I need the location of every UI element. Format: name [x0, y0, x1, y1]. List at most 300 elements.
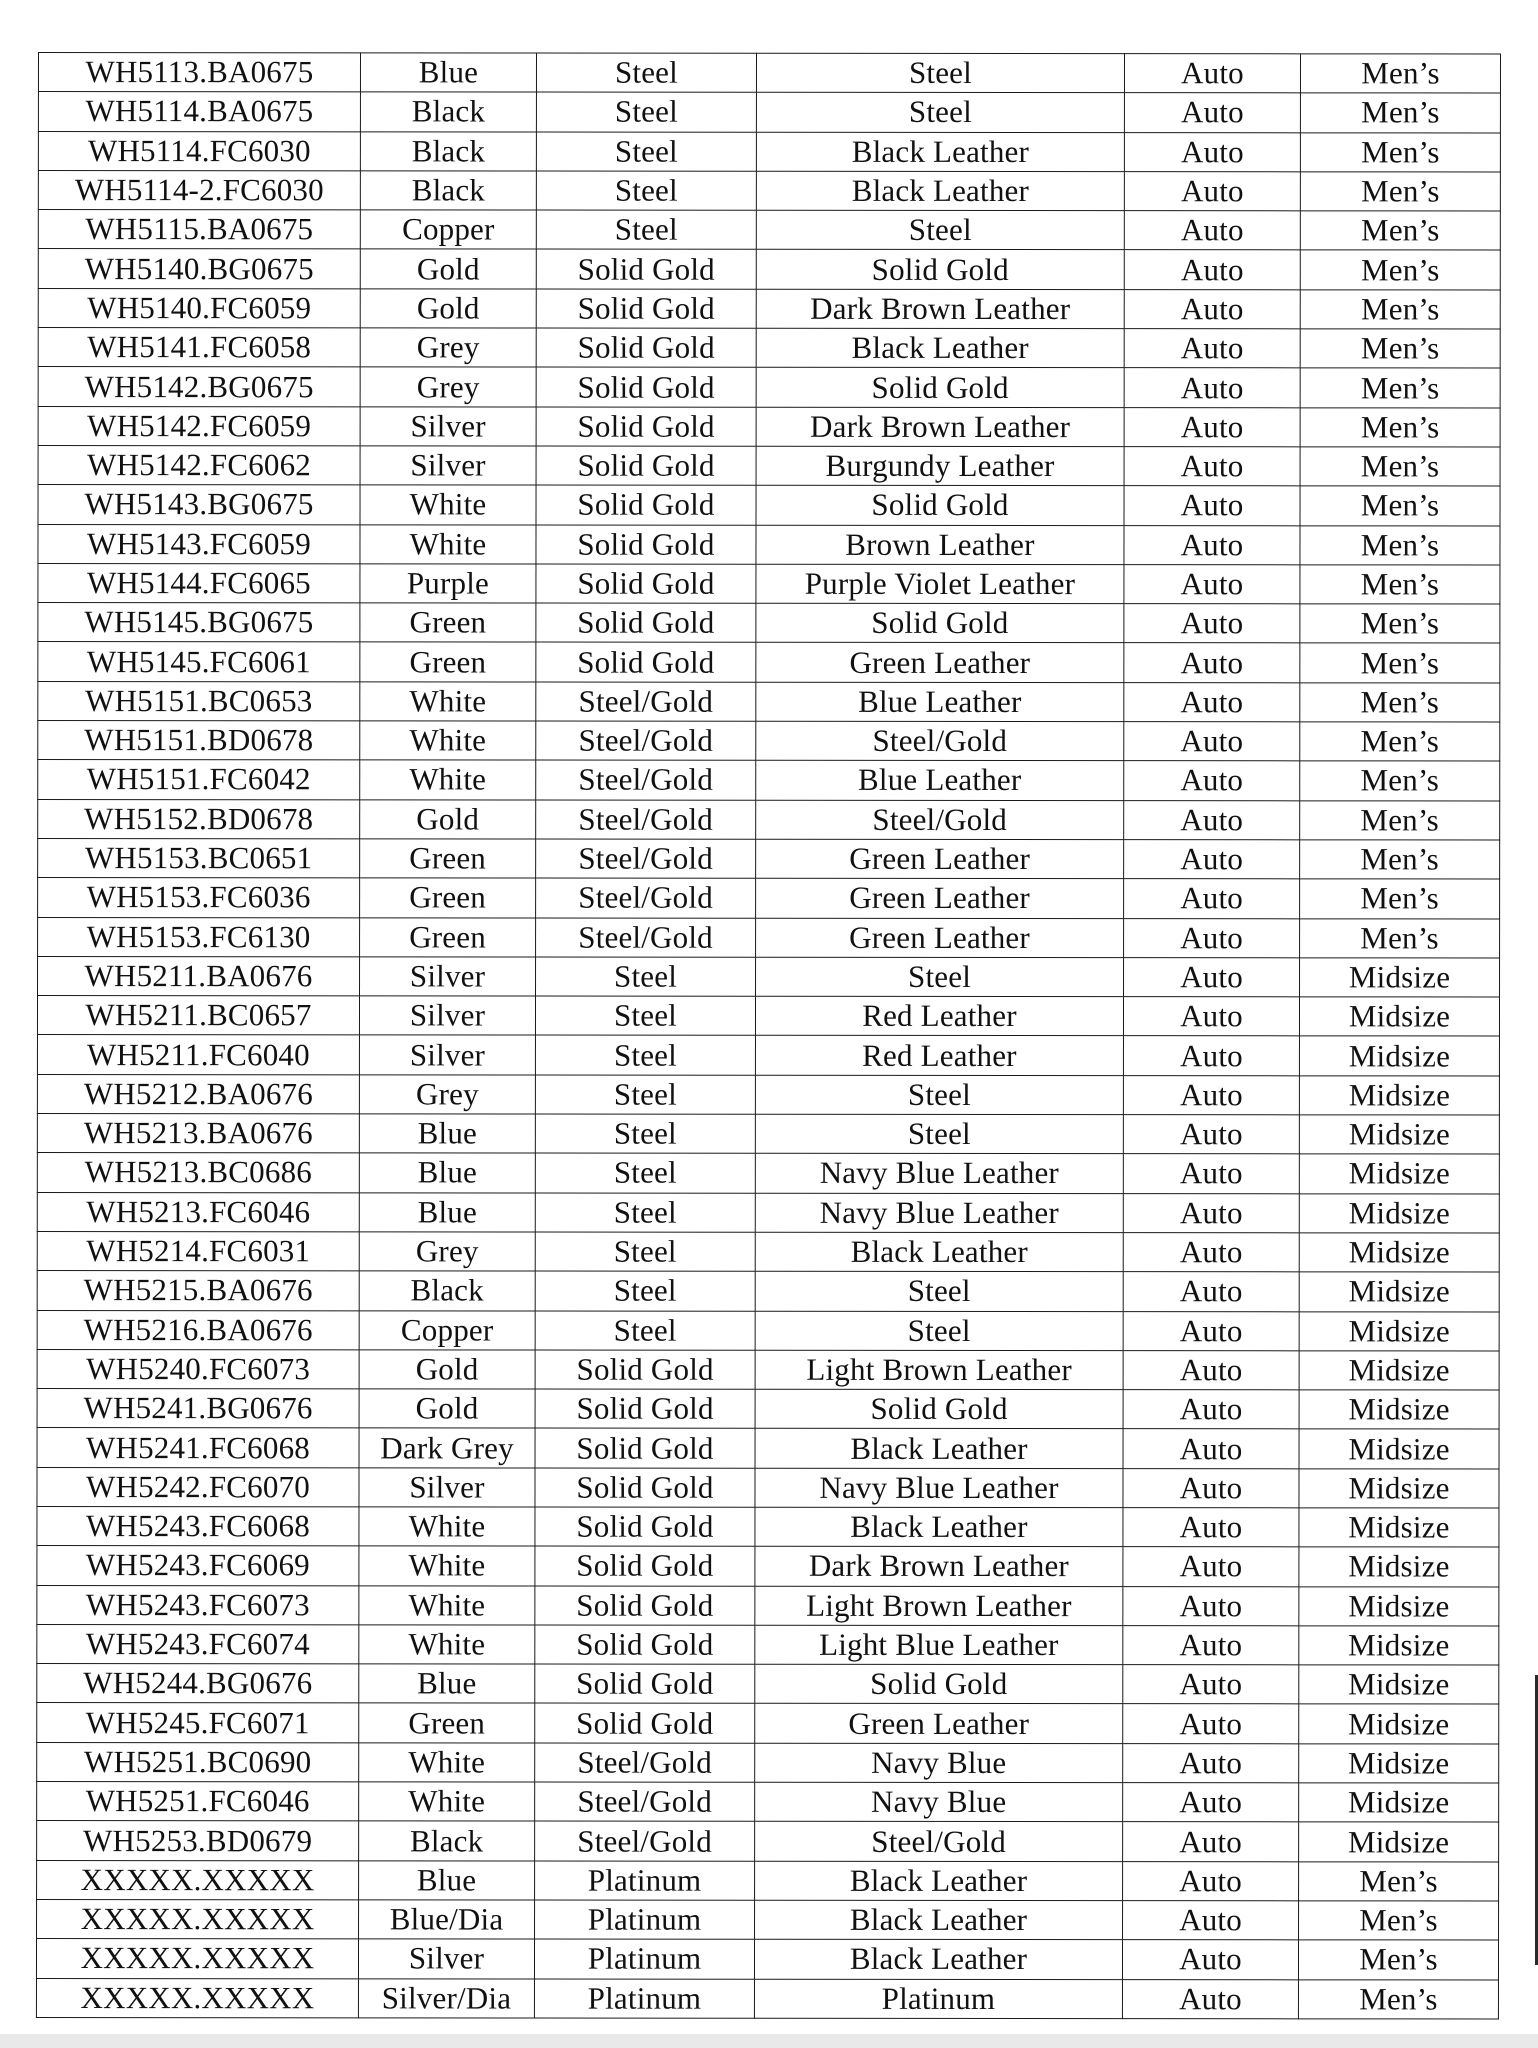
- size-cell: Midsize: [1299, 997, 1499, 1037]
- reference-cell: WH5115.BA0675: [38, 210, 360, 250]
- movement-cell: Auto: [1124, 918, 1300, 957]
- movement-cell: Auto: [1124, 329, 1300, 368]
- case-cell: Solid Gold: [535, 1507, 755, 1547]
- strap-cell: Navy Blue: [755, 1782, 1123, 1822]
- table-row: [38, 210, 1500, 251]
- size-cell: Men’s: [1300, 368, 1500, 408]
- strap-cell: Steel/Gold: [755, 1822, 1123, 1862]
- size-cell: Midsize: [1299, 1508, 1499, 1548]
- dial-cell: Gold: [359, 1389, 535, 1428]
- dial-cell: White: [360, 682, 536, 721]
- strap-cell: Solid Gold: [756, 250, 1124, 290]
- case-cell: Steel/Gold: [535, 1743, 755, 1783]
- strap-cell: Brown Leather: [756, 525, 1124, 565]
- case-cell: Platinum: [534, 1939, 754, 1979]
- case-cell: Solid Gold: [536, 250, 756, 290]
- table-row: [37, 1114, 1499, 1155]
- table-row: [38, 92, 1500, 133]
- reference-cell: WH5213.BC0686: [37, 1153, 359, 1193]
- strap-cell: Solid Gold: [755, 1389, 1123, 1429]
- table-row: [38, 485, 1500, 526]
- reference-cell: WH5243.FC6068: [37, 1506, 359, 1546]
- size-cell: Midsize: [1299, 1351, 1499, 1391]
- case-cell: Platinum: [534, 1979, 754, 2019]
- table-row: [36, 1978, 1498, 2019]
- movement-cell: Auto: [1124, 93, 1300, 132]
- dial-cell: Green: [360, 878, 536, 917]
- case-cell: Solid Gold: [535, 1586, 755, 1626]
- reference-cell: WH5243.FC6074: [37, 1624, 359, 1664]
- movement-cell: Auto: [1122, 1940, 1298, 1979]
- case-cell: Solid Gold: [536, 564, 756, 604]
- reference-cell: WH5152.BD0678: [38, 799, 360, 839]
- dial-cell: Green: [360, 603, 536, 642]
- size-cell: Men’s: [1300, 172, 1500, 212]
- case-cell: Solid Gold: [535, 1546, 755, 1586]
- size-cell: Midsize: [1299, 1115, 1499, 1155]
- size-cell: Men’s: [1300, 250, 1500, 290]
- size-cell: Men’s: [1300, 761, 1500, 801]
- case-cell: Steel: [535, 1075, 755, 1115]
- size-cell: Midsize: [1299, 1076, 1499, 1116]
- reference-cell: WH5243.FC6073: [37, 1585, 359, 1625]
- table-row: [38, 956, 1500, 997]
- table-row: [38, 838, 1500, 879]
- table-row: [38, 406, 1500, 447]
- strap-cell: Solid Gold: [756, 486, 1124, 526]
- strap-cell: Steel/Gold: [756, 800, 1124, 840]
- reference-cell: WH5253.BD0679: [37, 1821, 359, 1861]
- reference-cell: WH5211.BC0657: [37, 996, 359, 1036]
- reference-cell: WH5214.FC6031: [37, 1231, 359, 1271]
- strap-cell: Black Leather: [755, 1232, 1123, 1272]
- dial-cell: Silver: [360, 446, 536, 485]
- size-cell: Midsize: [1299, 1036, 1499, 1076]
- reference-cell: XXXXX.XXXXX: [36, 1978, 358, 2018]
- table-row: [38, 799, 1500, 840]
- size-cell: Midsize: [1299, 1547, 1499, 1587]
- table-row: [37, 1624, 1499, 1665]
- reference-cell: WH5245.FC6071: [37, 1703, 359, 1743]
- size-cell: Men’s: [1300, 290, 1500, 330]
- dial-cell: White: [359, 1585, 535, 1624]
- movement-cell: Auto: [1123, 1704, 1299, 1743]
- case-cell: Solid Gold: [536, 525, 756, 565]
- table-row: [38, 445, 1500, 486]
- size-cell: Men’s: [1300, 683, 1500, 723]
- case-cell: Platinum: [535, 1900, 755, 1940]
- dial-cell: Blue/Dia: [359, 1900, 535, 1939]
- table-row: [37, 1821, 1499, 1862]
- dial-cell: Grey: [360, 328, 536, 367]
- dial-cell: Dark Grey: [359, 1428, 535, 1467]
- size-cell: Midsize: [1299, 1272, 1499, 1312]
- reference-cell: WH5244.BG0676: [37, 1664, 359, 1704]
- size-cell: Men’s: [1300, 643, 1500, 683]
- table-row: [37, 1428, 1499, 1469]
- strap-cell: Steel: [756, 53, 1124, 93]
- size-cell: Midsize: [1299, 1390, 1499, 1430]
- reference-cell: WH5153.FC6130: [38, 917, 360, 957]
- reference-cell: WH5140.FC6059: [38, 288, 360, 328]
- dial-cell: White: [359, 1546, 535, 1585]
- size-cell: Men’s: [1300, 879, 1500, 919]
- dial-cell: Silver: [360, 407, 536, 446]
- movement-cell: Auto: [1123, 1429, 1299, 1468]
- size-cell: Men’s: [1298, 1940, 1498, 1980]
- size-cell: Men’s: [1300, 54, 1500, 94]
- reference-cell: WH5151.BC0653: [38, 681, 360, 721]
- dial-cell: Blue: [359, 1192, 535, 1231]
- strap-cell: Black Leather: [755, 1861, 1123, 1901]
- dial-cell: Gold: [360, 799, 536, 838]
- size-cell: Men’s: [1299, 1861, 1499, 1901]
- movement-cell: Auto: [1123, 1822, 1299, 1861]
- case-cell: Solid Gold: [536, 289, 756, 329]
- strap-cell: Red Leather: [755, 1036, 1123, 1076]
- reference-cell: WH5213.BA0676: [37, 1114, 359, 1154]
- strap-cell: Green Leather: [756, 643, 1124, 683]
- strap-cell: Steel: [755, 1311, 1123, 1351]
- case-cell: Solid Gold: [536, 446, 756, 486]
- dial-cell: Green: [360, 839, 536, 878]
- movement-cell: Auto: [1124, 132, 1300, 171]
- size-cell: Men’s: [1300, 447, 1500, 487]
- size-cell: Midsize: [1299, 1193, 1499, 1233]
- movement-cell: Auto: [1123, 1193, 1299, 1232]
- case-cell: Steel/Gold: [535, 1821, 755, 1861]
- strap-cell: Navy Blue Leather: [755, 1154, 1123, 1194]
- dial-cell: White: [359, 1782, 535, 1821]
- case-cell: Solid Gold: [535, 1625, 755, 1665]
- size-cell: Midsize: [1299, 1429, 1499, 1469]
- strap-cell: Navy Blue: [755, 1743, 1123, 1783]
- dial-cell: Silver: [359, 1468, 535, 1507]
- dial-cell: Copper: [359, 1310, 535, 1349]
- strap-cell: Light Brown Leather: [755, 1350, 1123, 1390]
- strap-cell: Black Leather: [755, 1900, 1123, 1940]
- reference-cell: WH5114.FC6030: [38, 131, 360, 171]
- dial-cell: White: [360, 760, 536, 799]
- movement-cell: Auto: [1123, 1665, 1299, 1704]
- strap-cell: Steel: [755, 1075, 1123, 1115]
- dial-cell: Blue: [359, 1153, 535, 1192]
- size-cell: Midsize: [1300, 958, 1500, 998]
- table-row: [38, 328, 1500, 369]
- table-row: [37, 1782, 1499, 1823]
- reference-cell: WH5153.FC6036: [38, 878, 360, 918]
- table-row: [38, 524, 1500, 565]
- table-row: [37, 1585, 1499, 1626]
- case-cell: Steel/Gold: [536, 878, 756, 918]
- dial-cell: Green: [360, 642, 536, 681]
- reference-cell: WH5251.FC6046: [37, 1782, 359, 1822]
- size-cell: Men’s: [1300, 840, 1500, 880]
- table-row: [37, 1506, 1499, 1547]
- dial-cell: Copper: [360, 210, 536, 249]
- table-row: [37, 1703, 1499, 1744]
- strap-cell: Blue Leather: [756, 682, 1124, 722]
- reference-cell: WH5243.FC6069: [37, 1546, 359, 1586]
- movement-cell: Auto: [1122, 1979, 1298, 2018]
- strap-cell: Light Brown Leather: [755, 1586, 1123, 1626]
- movement-cell: Auto: [1123, 1350, 1299, 1389]
- case-cell: Steel: [536, 210, 756, 250]
- table-row: [38, 721, 1500, 762]
- case-cell: Steel: [536, 132, 756, 172]
- size-cell: Men’s: [1298, 1979, 1498, 2019]
- case-cell: Steel/Gold: [536, 760, 756, 800]
- reference-cell: WH5143.FC6059: [38, 524, 360, 564]
- case-cell: Steel: [535, 1311, 755, 1351]
- movement-cell: Auto: [1124, 447, 1300, 486]
- dial-cell: Blue: [359, 1860, 535, 1899]
- size-cell: Men’s: [1300, 918, 1500, 958]
- strap-cell: Steel: [756, 957, 1124, 997]
- reference-cell: XXXXX.XXXXX: [36, 1939, 358, 1979]
- movement-cell: Auto: [1123, 1311, 1299, 1350]
- strap-cell: Purple Violet Leather: [756, 564, 1124, 604]
- movement-cell: Auto: [1124, 172, 1300, 211]
- movement-cell: Auto: [1124, 800, 1300, 839]
- size-cell: Midsize: [1299, 1783, 1499, 1823]
- table-row: [37, 1192, 1499, 1233]
- case-cell: Steel: [536, 53, 756, 93]
- dial-cell: White: [360, 524, 536, 563]
- case-cell: Solid Gold: [536, 642, 756, 682]
- table-row: [37, 1035, 1499, 1076]
- table-row: [38, 878, 1500, 919]
- table-row: [37, 1742, 1499, 1783]
- movement-cell: Auto: [1123, 1743, 1299, 1782]
- movement-cell: Auto: [1124, 368, 1300, 407]
- dial-cell: White: [360, 721, 536, 760]
- size-cell: Men’s: [1300, 604, 1500, 644]
- case-cell: Solid Gold: [536, 367, 756, 407]
- dial-cell: Grey: [359, 1232, 535, 1271]
- case-cell: Steel: [536, 171, 756, 211]
- scan-bottom-band: [0, 2034, 1538, 2048]
- reference-cell: WH5142.BG0675: [38, 367, 360, 407]
- case-cell: Steel: [535, 1114, 755, 1154]
- reference-cell: WH5142.FC6059: [38, 406, 360, 446]
- case-cell: Solid Gold: [535, 1350, 755, 1390]
- table-row: [38, 917, 1500, 958]
- reference-cell: XXXXX.XXXXX: [37, 1860, 359, 1900]
- dial-cell: Green: [360, 917, 536, 956]
- movement-cell: Auto: [1123, 1272, 1299, 1311]
- table-row: [37, 1467, 1499, 1508]
- dial-cell: Green: [359, 1703, 535, 1742]
- strap-cell: Black Leather: [756, 132, 1124, 172]
- movement-cell: Auto: [1124, 643, 1300, 682]
- dial-cell: Silver: [360, 957, 536, 996]
- dial-cell: Black: [360, 131, 536, 170]
- reference-cell: WH5251.BC0690: [37, 1742, 359, 1782]
- dial-cell: Black: [359, 1821, 535, 1860]
- reference-cell: WH5151.BD0678: [38, 721, 360, 761]
- case-cell: Solid Gold: [535, 1664, 755, 1704]
- case-cell: Steel/Gold: [536, 800, 756, 840]
- case-cell: Solid Gold: [535, 1428, 755, 1468]
- strap-cell: Steel/Gold: [756, 721, 1124, 761]
- movement-cell: Auto: [1123, 1547, 1299, 1586]
- strap-cell: Navy Blue Leather: [755, 1193, 1123, 1233]
- movement-cell: Auto: [1124, 407, 1300, 446]
- strap-cell: Blue Leather: [756, 761, 1124, 801]
- table-row: [38, 603, 1500, 644]
- reference-cell: WH5241.BG0676: [37, 1389, 359, 1429]
- movement-cell: Auto: [1123, 1901, 1299, 1940]
- case-cell: Solid Gold: [536, 485, 756, 525]
- reference-cell: WH5113.BA0675: [38, 53, 360, 93]
- dial-cell: Blue: [359, 1114, 535, 1153]
- dial-cell: Silver: [359, 1035, 535, 1074]
- movement-cell: Auto: [1124, 682, 1300, 721]
- table-row: [37, 1389, 1499, 1430]
- table-body: [36, 53, 1500, 2019]
- reference-cell: WH5213.FC6046: [37, 1192, 359, 1232]
- size-cell: Men’s: [1300, 211, 1500, 251]
- table-row: [38, 367, 1500, 408]
- movement-cell: Auto: [1124, 761, 1300, 800]
- movement-cell: Auto: [1124, 879, 1300, 918]
- size-cell: Men’s: [1300, 407, 1500, 447]
- size-cell: Men’s: [1300, 722, 1500, 762]
- dial-cell: Grey: [359, 1075, 535, 1114]
- movement-cell: Auto: [1124, 211, 1300, 250]
- dial-cell: Purple: [360, 564, 536, 603]
- size-cell: Men’s: [1300, 329, 1500, 369]
- strap-cell: Black Leather: [756, 328, 1124, 368]
- size-cell: Midsize: [1299, 1154, 1499, 1194]
- case-cell: Steel: [535, 1232, 755, 1272]
- strap-cell: Solid Gold: [756, 603, 1124, 643]
- dial-cell: Blue: [359, 1664, 535, 1703]
- dial-cell: Silver: [359, 996, 535, 1035]
- movement-cell: Auto: [1123, 1154, 1299, 1193]
- movement-cell: Auto: [1124, 54, 1300, 93]
- dial-cell: Black: [360, 92, 536, 131]
- strap-cell: Green Leather: [756, 878, 1124, 918]
- size-cell: Men’s: [1300, 565, 1500, 605]
- strap-cell: Solid Gold: [755, 1664, 1123, 1704]
- case-cell: Steel/Gold: [536, 721, 756, 761]
- reference-cell: WH5114.BA0675: [38, 92, 360, 132]
- strap-cell: Red Leather: [755, 996, 1123, 1036]
- strap-cell: Black Leather: [756, 171, 1124, 211]
- reference-cell: WH5242.FC6070: [37, 1467, 359, 1507]
- movement-cell: Auto: [1123, 1508, 1299, 1547]
- table-row: [38, 53, 1500, 94]
- case-cell: Steel/Gold: [535, 1782, 755, 1822]
- strap-cell: Green Leather: [756, 839, 1124, 879]
- reference-cell: WH5140.BG0675: [38, 249, 360, 289]
- dial-cell: Gold: [360, 289, 536, 328]
- movement-cell: Auto: [1123, 1783, 1299, 1822]
- movement-cell: Auto: [1123, 1115, 1299, 1154]
- strap-cell: Light Blue Leather: [755, 1625, 1123, 1665]
- size-cell: Midsize: [1299, 1744, 1499, 1784]
- size-cell: Midsize: [1299, 1233, 1499, 1273]
- case-cell: Solid Gold: [536, 603, 756, 643]
- movement-cell: Auto: [1123, 1468, 1299, 1507]
- reference-cell: WH5142.FC6062: [38, 445, 360, 485]
- dial-cell: White: [359, 1507, 535, 1546]
- table-row: [37, 1899, 1499, 1940]
- table-row: [38, 288, 1500, 329]
- strap-cell: Black Leather: [755, 1429, 1123, 1469]
- table-row: [37, 1271, 1499, 1312]
- table-row: [37, 1860, 1499, 1901]
- strap-cell: Black Leather: [755, 1507, 1123, 1547]
- table-row: [38, 170, 1500, 211]
- strap-cell: Green Leather: [756, 918, 1124, 958]
- movement-cell: Auto: [1124, 840, 1300, 879]
- reference-cell: WH5145.BG0675: [38, 603, 360, 643]
- reference-cell: WH5145.FC6061: [38, 642, 360, 682]
- table-row: [38, 249, 1500, 290]
- reference-cell: WH5211.FC6040: [37, 1035, 359, 1075]
- strap-cell: Steel: [755, 1271, 1123, 1311]
- strap-cell: Solid Gold: [756, 368, 1124, 408]
- size-cell: Midsize: [1299, 1469, 1499, 1509]
- dial-cell: Silver/Dia: [358, 1978, 534, 2017]
- case-cell: Solid Gold: [536, 407, 756, 447]
- size-cell: Men’s: [1300, 525, 1500, 565]
- table-row: [38, 760, 1500, 801]
- dial-cell: White: [360, 485, 536, 524]
- case-cell: Solid Gold: [536, 328, 756, 368]
- table-row: [37, 1074, 1499, 1115]
- strap-cell: Steel: [755, 1114, 1123, 1154]
- strap-cell: Steel: [756, 210, 1124, 250]
- movement-cell: Auto: [1123, 1586, 1299, 1625]
- size-cell: Men’s: [1300, 93, 1500, 133]
- table-row: [37, 996, 1499, 1037]
- movement-cell: Auto: [1124, 722, 1300, 761]
- case-cell: Solid Gold: [535, 1389, 755, 1429]
- strap-cell: Navy Blue Leather: [755, 1468, 1123, 1508]
- movement-cell: Auto: [1123, 1036, 1299, 1075]
- size-cell: Men’s: [1300, 800, 1500, 840]
- size-cell: Men’s: [1300, 486, 1500, 526]
- dial-cell: Gold: [359, 1350, 535, 1389]
- case-cell: Steel: [535, 1153, 755, 1193]
- size-cell: Midsize: [1299, 1822, 1499, 1862]
- reference-cell: WH5144.FC6065: [38, 563, 360, 603]
- strap-cell: Dark Brown Leather: [756, 407, 1124, 447]
- table-row: [38, 131, 1500, 172]
- strap-cell: Black Leather: [754, 1940, 1122, 1980]
- table-row: [37, 1349, 1499, 1390]
- case-cell: Steel/Gold: [536, 918, 756, 958]
- case-cell: Steel: [535, 1193, 755, 1233]
- case-cell: Steel: [535, 1035, 755, 1075]
- movement-cell: Auto: [1124, 289, 1300, 328]
- movement-cell: Auto: [1123, 997, 1299, 1036]
- movement-cell: Auto: [1124, 250, 1300, 289]
- dial-cell: Blue: [360, 53, 536, 92]
- reference-cell: WH5143.BG0675: [38, 485, 360, 525]
- table-row: [37, 1546, 1499, 1587]
- table-row: [37, 1664, 1499, 1705]
- strap-cell: Steel: [756, 93, 1124, 133]
- movement-cell: Auto: [1123, 1233, 1299, 1272]
- reference-cell: XXXXX.XXXXX: [37, 1899, 359, 1939]
- size-cell: Men’s: [1300, 132, 1500, 172]
- dial-cell: Grey: [360, 367, 536, 406]
